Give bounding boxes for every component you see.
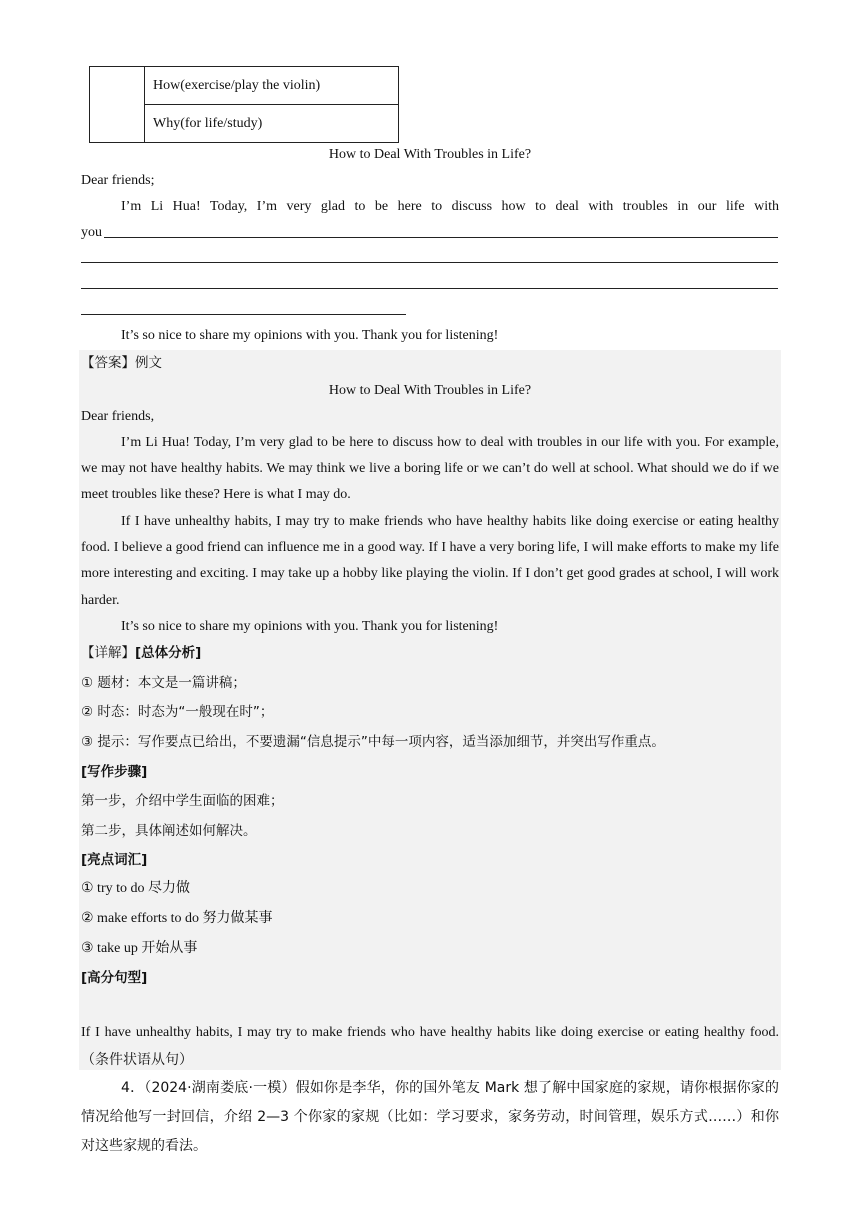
writing-line bbox=[81, 288, 778, 289]
sentence-header: [高分句型] bbox=[81, 970, 148, 986]
analysis-point-1: ① 题材：本文是一篇讲稿； bbox=[81, 675, 246, 691]
answer-paragraph-1 bbox=[81, 430, 779, 509]
info-table-label-cell bbox=[90, 67, 145, 143]
writing-line bbox=[81, 314, 406, 315]
analysis-header-title: [总体分析] bbox=[135, 645, 202, 661]
essay-title: How to Deal With Troubles in Life? bbox=[328, 147, 532, 162]
vocab-item-2: ② make efforts to do 努力做某事 bbox=[81, 911, 273, 926]
analysis-header bbox=[81, 643, 779, 663]
essay-closing: It’s so nice to share my opinions with you. Thank you for listening! bbox=[121, 328, 499, 343]
answer-title: How to Deal With Troubles in Life? bbox=[328, 383, 532, 398]
answer-paragraph-2-text: If I have unhealthy habits, I may try to make friends who have healthy habits like doing exercise or eating healthy food. I believe a good friend can influence me in a good way. If I have a very boring life, I will make efforts to make my life more interesting and exciting. I may take up a hobby like playing the violin. If I don’t get good grades at school, I will work harder. bbox=[81, 514, 779, 608]
answer-header: 【答案】例文 bbox=[81, 355, 162, 371]
step-1: 第一步，介绍中学生面临的困难； bbox=[81, 793, 284, 809]
analysis-header-prefix: 【详解】 bbox=[81, 645, 135, 661]
essay-greeting: Dear friends; bbox=[81, 173, 155, 188]
answer-closing: It’s so nice to share my opinions with you. Thank you for listening! bbox=[121, 619, 499, 634]
steps-header: [写作步骤] bbox=[81, 764, 148, 780]
writing-line bbox=[81, 262, 778, 263]
vocab-header: [亮点词汇] bbox=[81, 852, 148, 868]
essay-intro: I’m Li Hua! Today, I’m very glad to be here to discuss how to deal with troubles in our life with bbox=[121, 199, 779, 214]
vocab-item-1: ① try to do 尽力做 bbox=[81, 881, 190, 896]
answer-paragraph-2 bbox=[81, 509, 779, 614]
writing-line bbox=[104, 237, 778, 238]
info-table-cell-why: Why(for life/study) bbox=[145, 105, 399, 143]
info-table-cell-how: How(exercise/play the violin) bbox=[145, 67, 399, 105]
essay-blank-start: you bbox=[81, 225, 102, 240]
question-4: 4．（2024·湖南娄底·一模）假如你是李华，你的国外笔友 Mark 想了解中国家庭的家规，请你根据你家的情况给他写一封回信，介绍 2—3 个你家的家规（比如：学习要求，家务劳动，时间管理，娱乐方式……）和你对这些家规的看法。 bbox=[81, 1080, 779, 1154]
answer-greeting: Dear friends, bbox=[81, 409, 155, 424]
answer-paragraph-1-text: I’m Li Hua! Today, I’m very glad to be here to discuss how to deal with troubles in our life with you. For example, we may not have healthy habits. We may think we live a boring life or we can’t do well at school. What should we do if we meet troubles like these? Here is what I may do. bbox=[81, 435, 779, 503]
vocab-item-3: ③ take up 开始从事 bbox=[81, 941, 198, 956]
highlight-sentence: If I have unhealthy habits, I may try to make friends who have healthy habits like doing exercise or eating healthy food.（条件状语从句） bbox=[81, 1025, 779, 1068]
step-2: 第二步，具体阐述如何解决。 bbox=[81, 823, 257, 839]
info-table bbox=[89, 66, 399, 143]
analysis-point-2: ② 时态：时态为“一般现在时”； bbox=[81, 704, 274, 720]
analysis-point-3: ③ 提示：写作要点已给出，不要遗漏“信息提示”中每一项内容，适当添加细节，并突出写作重点。 bbox=[81, 734, 665, 750]
